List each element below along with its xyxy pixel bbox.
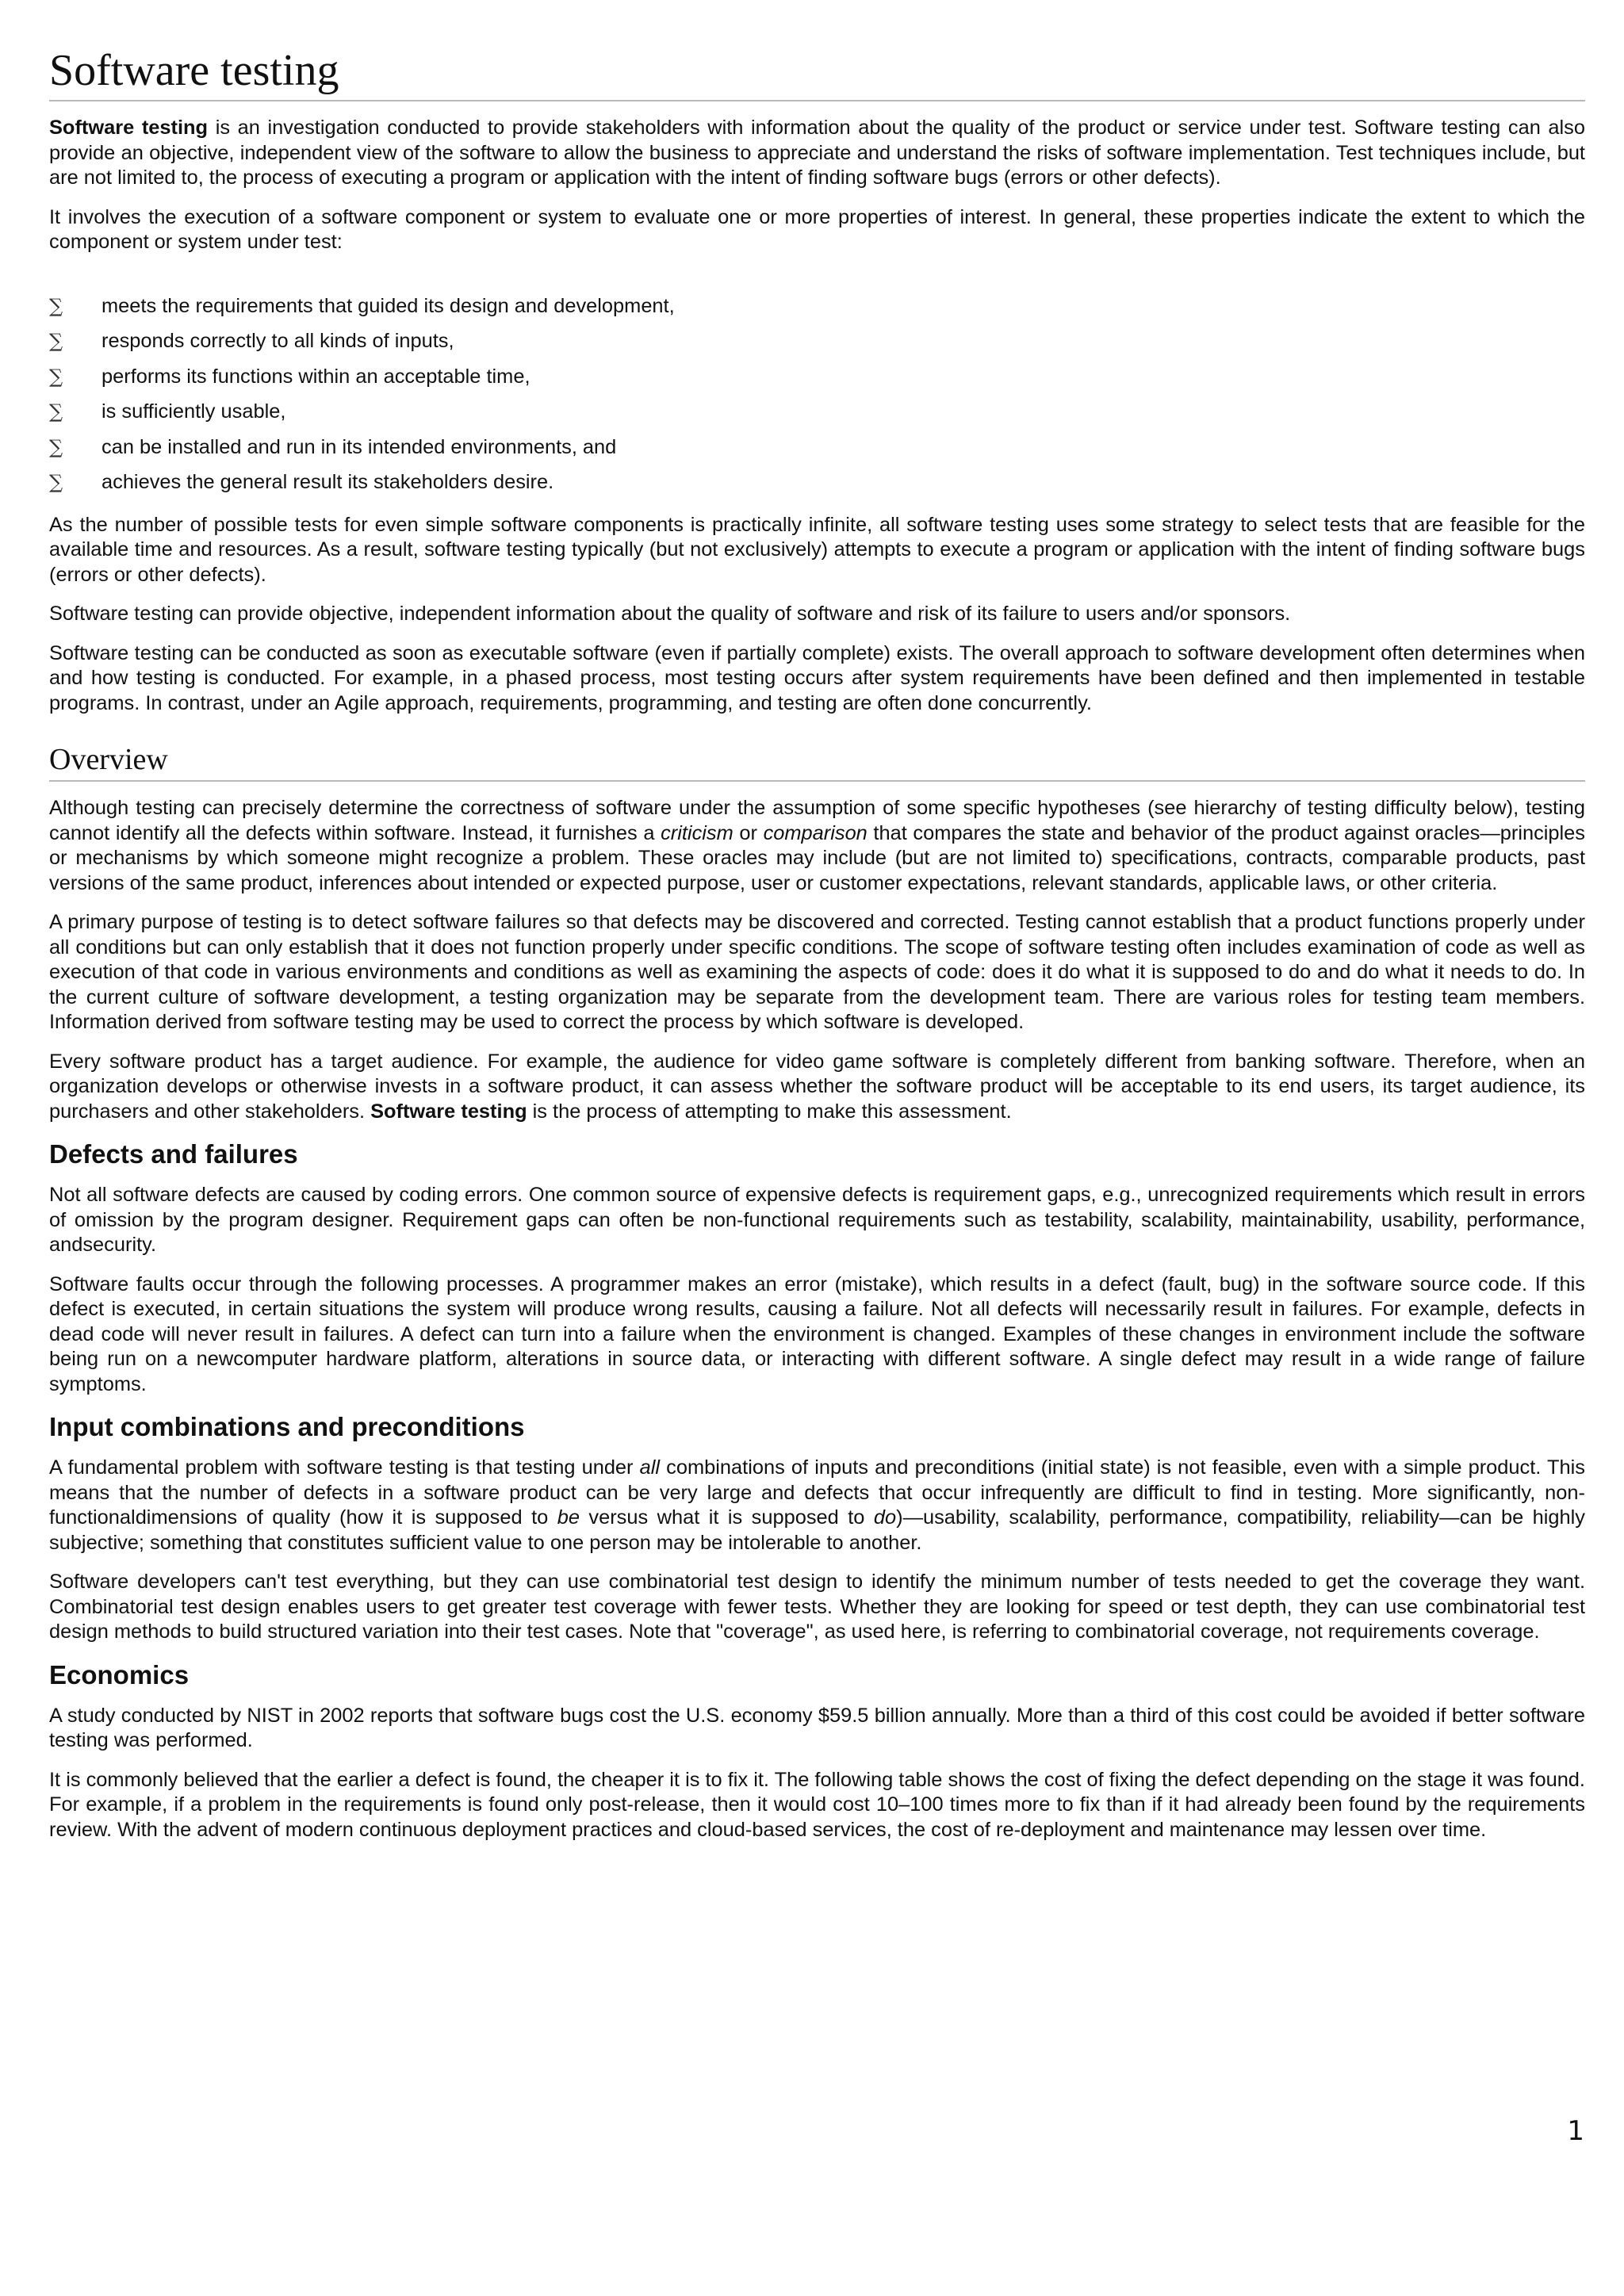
defects-heading: Defects and failures	[49, 1139, 298, 1169]
bullet-icon: ∑	[49, 435, 63, 458]
economics-paragraph-2: It is commonly believed that the earlier a defect is found, the cheaper it is to fix it. The following table shows the cost of fixing the defect depending on the stage it was found. For example, if a problem in the requirements is found only post-release, then it would cost 10–100 times more to fix than if it had already been found by the requirements review. With the advent of modern continuous deployment practices and cloud-based services, the cost of re-deployment and maintenance may lessen over time.	[49, 1768, 1585, 1841]
text-run: combinations of inputs and preconditions (initial state) is not feasible, even with a simple product. This means that the number of defects in a software product can be very large and defects that occur infrequently are difficult to find in testing. More significantly, non-functionaldimensions of quality (how it is supposed to	[49, 1456, 1585, 1529]
intro-paragraph-2: It involves the execution of a software component or system to evaluate one or more properties of interest. In general, these properties indicate the extent to which the component or system under test:	[49, 205, 1585, 253]
text-run: is the process of attempting to make this assessment.	[527, 1100, 1012, 1123]
bullet-icon: ∑	[49, 400, 63, 423]
page-title: Software testing	[49, 46, 1585, 101]
document-page	[49, 46, 1585, 1857]
intro-paragraph-5: Software testing can be conducted as soon as executable software (even if partially complete) exists. The overall approach to software development often determines when and how testing is conducted. For example, in a phased process, most testing occurs after system requirements have been defined and then implemented in testable programs. In contrast, under an Agile approach, requirements, programming, and testing are often done concurrently.	[49, 641, 1585, 714]
list-item	[49, 359, 1585, 395]
text-run: A fundamental problem with software testing is that testing under	[49, 1456, 640, 1479]
text-run: Every software product has a target audience. For example, the audience for video game software is completely different from banking software. Therefore, when an organization develops or otherwise invests in a software product, it can assess whether the software product will be acceptable to its end users, its target audience, its purchasers and other stakeholders.	[49, 1050, 1585, 1123]
emphasis: all	[639, 1456, 661, 1479]
list-item-text: is sufficiently usable,	[102, 400, 286, 423]
text-run: that compares the state and behavior of the product against oracles—principles or mechanisms by which someone might recognize a problem. These oracles may include (but are not limited to) specifications, contracts, comparable products, past versions of the same product, inferences about intended or expected purpose, user or customer expectations, relevant standards, applicable laws, or other criteria.	[49, 821, 1585, 894]
bullet-icon: ∑	[49, 471, 63, 493]
economics-paragraph-1: A study conducted by NIST in 2002 reports that software bugs cost the U.S. economy $59.5 billion annually. More than a third of this cost could be avoided if better software testing was performed.	[49, 1704, 1585, 1751]
list-item	[49, 430, 1585, 465]
economics-heading: Economics	[49, 1659, 190, 1689]
input-paragraph-2: Software developers can't test everything, but they can use combinatorial test design to identify the minimum number of tests needed to get the coverage they want. Combinatorial test design enables users to get greater test coverage with fewer tests. Whether they are looking for speed or test depth, they can use combinatorial test design methods to build structured variation into their test cases. Note that "coverage", as used here, is referring to combinatorial coverage, not requirements coverage.	[49, 1571, 1585, 1643]
input-paragraph-1	[49, 1456, 1585, 1556]
page-number: 1	[1567, 2115, 1584, 2147]
emphasis: do	[873, 1506, 897, 1529]
text-run: or	[733, 821, 764, 844]
text-run: versus what it is supposed to	[579, 1506, 874, 1529]
bullet-icon: ∑	[49, 294, 63, 317]
list-item	[49, 289, 1585, 324]
text-run: Although testing can precisely determine the correctness of software under the assumption of some specific hypotheses (see hierarchy of testing difficulty below), testing cannot identify all the defects within software. Instead, it furnishes a	[49, 797, 1585, 844]
bullet-icon: ∑	[49, 365, 63, 388]
bullet-icon: ∑	[49, 330, 63, 352]
list-item-text: responds correctly to all kinds of inputs,	[102, 330, 454, 352]
input-heading: Input combinations and preconditions	[49, 1412, 525, 1441]
defects-paragraph-2: Software faults occur through the following processes. A programmer makes an error (mistake), which results in a defect (fault, bug) in the software source code. If this defect is executed, in certain situations the system will produce wrong results, causing a failure. Not all defects will necessarily result in failures. For example, defects in dead code will never result in failures. A defect can turn into a failure when the environment is changed. Examples of these changes in environment include the software being run on a newcomputer hardware platform, alterations in source data, or interacting with different software. A single defect may result in a wide range of failure symptoms.	[49, 1272, 1585, 1395]
text-run: )—usability, scalability, performance, compatibility, reliability—can be highly subjective; something that constitutes sufficient value to one person may be intolerable to another.	[49, 1506, 1586, 1554]
properties-list	[49, 289, 1585, 500]
intro-paragraph-1	[49, 116, 1585, 191]
overview-heading: Overview	[49, 741, 1585, 782]
list-item	[49, 323, 1585, 359]
list-item	[49, 465, 1585, 500]
defects-paragraph-1: Not all software defects are caused by coding errors. One common source of expensive defects is requirement gaps, e.g., unrecognized requirements which result in errors of omission by the program designer. Requirement gaps can often be non-functional requirements such as testability, scalability, maintainability, usability, performance, andsecurity.	[49, 1184, 1585, 1256]
list-item-text: meets the requirements that guided its design and development,	[102, 294, 675, 317]
emphasis: criticism	[661, 821, 733, 844]
overview-paragraph-1	[49, 796, 1585, 896]
overview-paragraph-3	[49, 1050, 1585, 1125]
intro-paragraph-4: Software testing can provide objective, independent information about the quality of software and risk of its failure to users and/or sponsors.	[49, 603, 1291, 625]
intro-paragraph-1-text: is an investigation conducted to provide stakeholders with information about the quality of the product or service under test. Software testing can also provide an objective, independent view of the software to allow the business to appreciate and understand the risks of software implementation. Test techniques include, but are not limited to, the process of executing a program or application with the intent of finding software bugs (errors or other defects).	[49, 117, 1586, 189]
bold-term: Software testing	[49, 117, 209, 139]
overview-paragraph-2: A primary purpose of testing is to detect software failures so that defects may be discovered and corrected. Testing cannot establish that a product functions properly under all conditions but can only establish that it does not function properly under specific conditions. The scope of software testing often includes examination of code as well as execution of that code in various environments and conditions as well as examining the aspects of code: does it do what it is supposed to do and do what it needs to do. In the current culture of software development, a testing organization may be separate from the development team. There are various roles for testing team members. Information derived from software testing may be used to correct the process by which software is developed.	[49, 911, 1585, 1033]
list-item-text: performs its functions within an acceptable time,	[102, 365, 530, 388]
emphasis: be	[557, 1506, 580, 1529]
bold-term: Software testing	[370, 1100, 527, 1123]
list-item	[49, 394, 1585, 430]
intro-paragraph-3: As the number of possible tests for even simple software components is practically infinite, all software testing uses some strategy to select tests that are feasible for the available time and resources. As a result, software testing typically (but not exclusively) attempts to execute a program or application with the intent of finding software bugs (errors or other defects).	[49, 513, 1585, 586]
list-item-text: achieves the general result its stakeholders desire.	[102, 471, 554, 493]
emphasis: comparison	[763, 821, 868, 844]
list-item-text: can be installed and run in its intended environments, and	[102, 435, 617, 458]
